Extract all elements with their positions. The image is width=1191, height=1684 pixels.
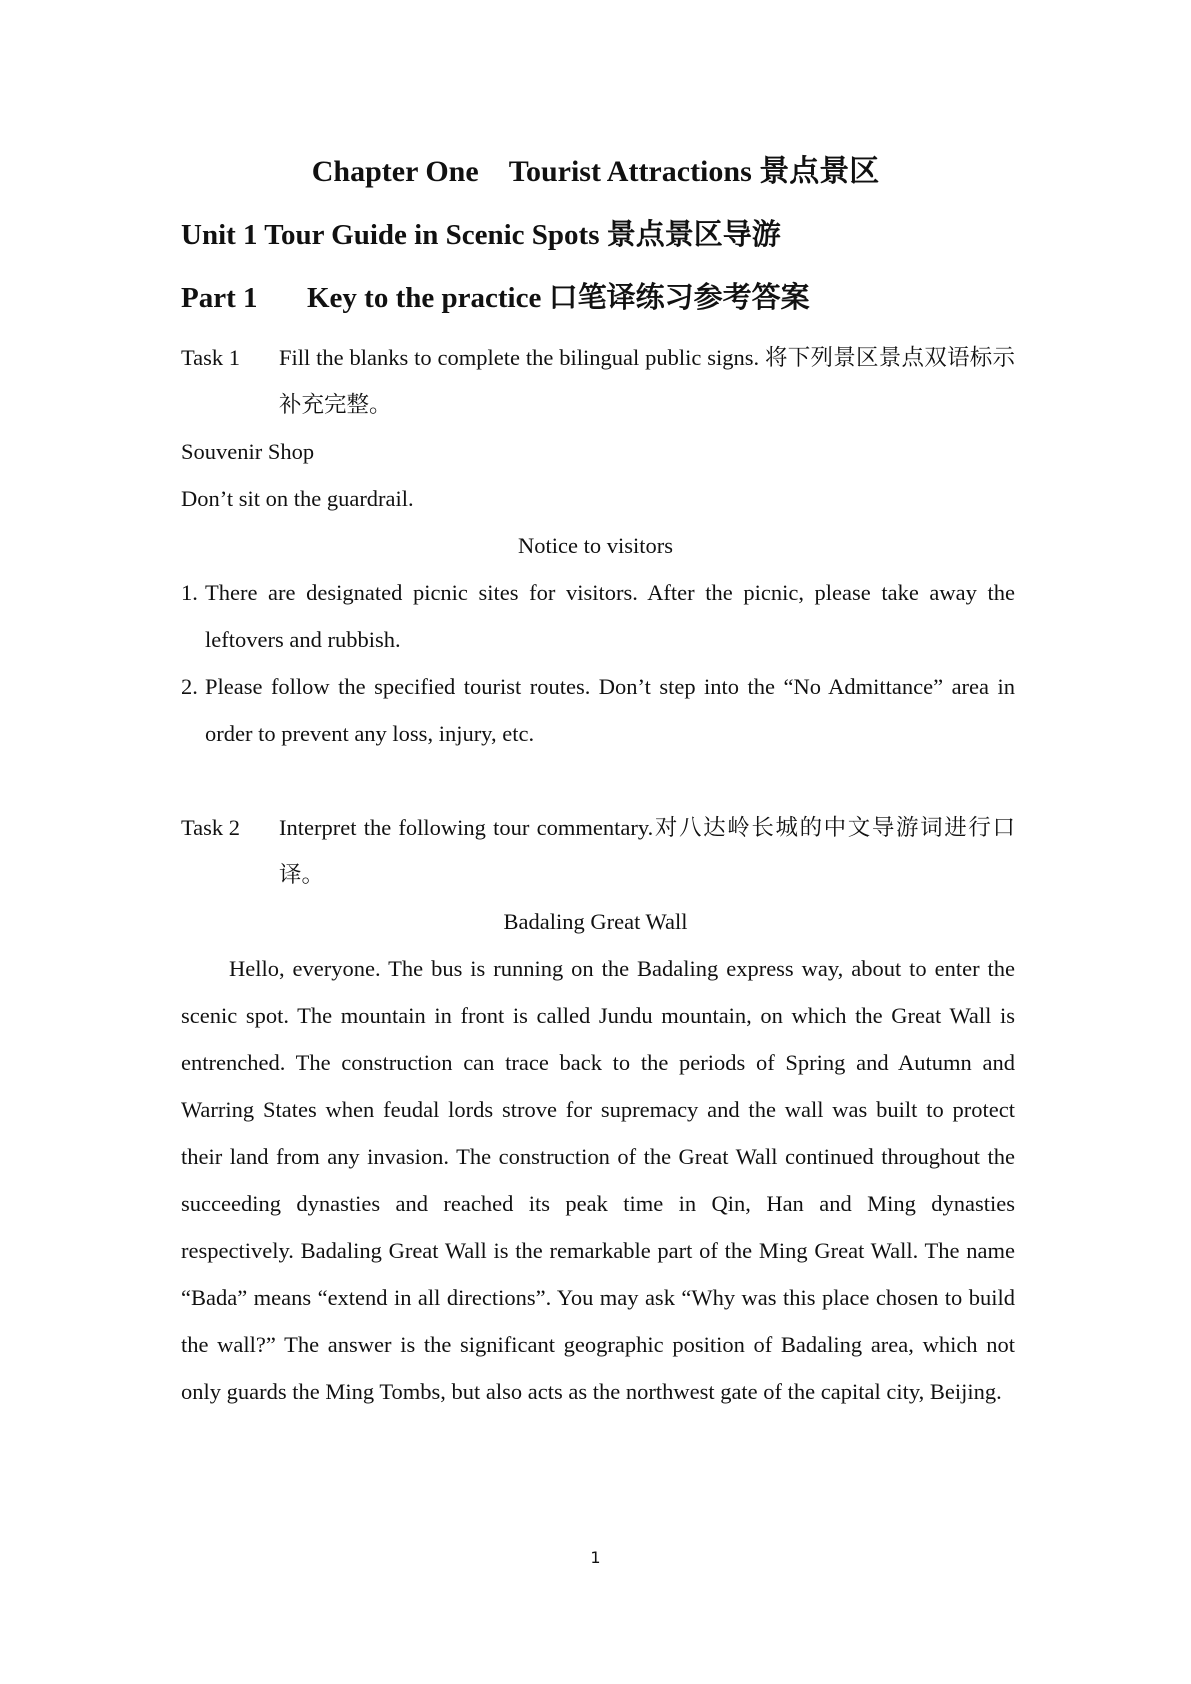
task2-header bbox=[181, 804, 1015, 898]
sign-guardrail: Don’t sit on the guardrail. bbox=[181, 486, 414, 511]
part-name: Key to the practice 口笔译练习参考答案 bbox=[307, 282, 810, 314]
notice-item bbox=[181, 663, 1015, 757]
chapter-title bbox=[0, 152, 1191, 192]
notice-item-text: Please follow the specified tourist routes. Don’t step into the “No Admittance” area in order to prevent any loss, injury, etc. bbox=[205, 674, 1015, 746]
page-number: 1 bbox=[590, 1548, 601, 1567]
notice-item-number: 1. bbox=[181, 580, 198, 605]
task2-instruction: Interpret the following tour commentary.对八达岭长城的中文导游词进行口译。 bbox=[279, 815, 1015, 887]
task1-label: Task 1 bbox=[181, 345, 241, 370]
commentary-paragraph: Hello, everyone. The bus is running on the Badaling express way, about to enter the scenic spot. The mountain in front is called Jundu mountain, on which the Great Wall is entrenched. The construction can trace back to the periods of Spring and Autumn and Warring States when feudal lords strove for supremacy and the wall was built to protect their land from any invasion. The construction of the Great Wall continued throughout the succeeding dynasties and reached its peak time in Qin, Han and Ming dynasties respectively. Badaling Great Wall is the remarkable part of the Ming Great Wall. The name “Bada” means “extend in all directions”. You may ask “Why was this place chosen to build the wall?” The answer is the significant geographic position of Badaling area, which not only guards the Ming Tombs, but also acts as the northwest gate of the capital city, Beijing. bbox=[181, 956, 1015, 1404]
sign-souvenir-shop: Souvenir Shop bbox=[181, 439, 315, 464]
notice-item-number: 2. bbox=[181, 674, 198, 699]
notice-title: Notice to visitors bbox=[518, 533, 673, 558]
task2-label: Task 2 bbox=[181, 815, 241, 840]
notice-item-text: There are designated picnic sites for visitors. After the picnic, please take away the leftovers and rubbish. bbox=[205, 580, 1015, 652]
task1-instruction: Fill the blanks to complete the bilingual public signs. 将下列景区景点双语标示补充完整。 bbox=[279, 345, 1015, 417]
part-title bbox=[181, 278, 810, 318]
chapter-label: Chapter One bbox=[311, 155, 479, 188]
task1-header bbox=[181, 334, 1015, 428]
notice-item bbox=[181, 569, 1015, 663]
unit-title: Unit 1 Tour Guide in Scenic Spots 景点景区导游 bbox=[181, 219, 781, 251]
part-label: Part 1 bbox=[181, 282, 258, 314]
chapter-name: Tourist Attractions 景点景区 bbox=[508, 155, 880, 188]
notice-list bbox=[181, 569, 1015, 757]
commentary-heading: Badaling Great Wall bbox=[503, 909, 688, 934]
